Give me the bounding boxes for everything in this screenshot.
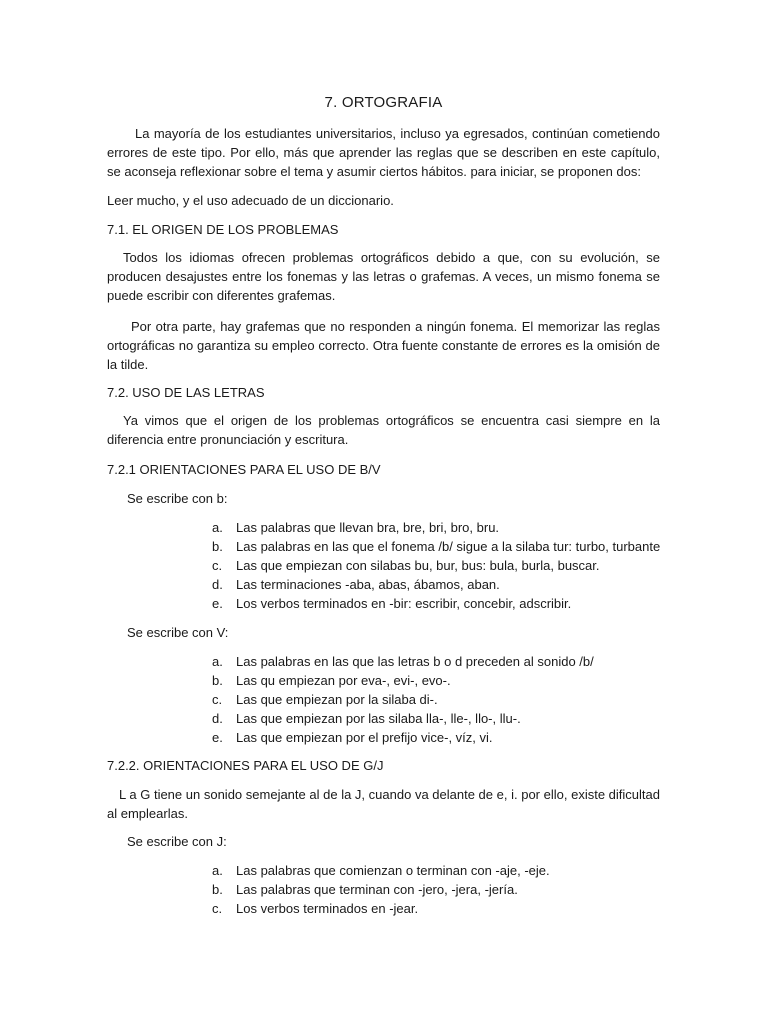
v-rules-label: Se escribe con V: — [127, 625, 229, 640]
b-rules-list — [212, 518, 660, 613]
list-item — [212, 652, 594, 671]
j-rules-label: Se escribe con J: — [127, 834, 227, 849]
section-7-1-paragraph-1: Todos los idiomas ofrecen problemas ortográficos debido a que, con su evolución, se producen desajustes entre los fonemas y las letras o grafemas. A veces, un mismo fonema se puede escribir con diferentes grafemas. — [107, 250, 660, 303]
list-item — [212, 556, 660, 575]
list-marker: c. — [212, 558, 223, 573]
list-item-text: Las que empiezan por la silaba di-. — [236, 692, 438, 707]
list-item-text: Las palabras que llevan bra, bre, bri, bro, bru. — [236, 520, 500, 535]
section-heading-7-2: 7.2. USO DE LAS LETRAS — [107, 385, 265, 400]
list-item-text: Las que empiezan por las silaba lla-, lle-, llo-, llu-. — [236, 711, 521, 726]
list-item-text: Los verbos terminados en -jear. — [236, 901, 419, 916]
list-item-text: Las terminaciones -aba, abas, ábamos, aban. — [236, 577, 500, 592]
list-marker: a. — [212, 520, 223, 535]
list-marker: a. — [212, 863, 223, 878]
list-item-text: Las que empiezan por el prefijo vice-, víz, vi. — [236, 730, 493, 745]
list-item — [212, 594, 660, 613]
list-item-text: Las que empiezan con silabas bu, bur, bus: bula, burla, buscar. — [236, 558, 600, 573]
list-marker: a. — [212, 654, 223, 669]
list-marker: d. — [212, 577, 223, 592]
list-item — [212, 671, 594, 690]
list-item-text: Las palabras en las que el fonema /b/ sigue a la silaba tur: turbo, turbante — [236, 539, 661, 554]
section-heading-7-2-2: 7.2.2. ORIENTACIONES PARA EL USO DE G/J — [107, 758, 384, 773]
list-item-text: Las qu empiezan por eva-, evi-, evo-. — [236, 673, 451, 688]
list-marker: d. — [212, 711, 223, 726]
section-7-2-2-paragraph: L a G tiene un sonido semejante al de la J, cuando va delante de e, i. por ello, existe dificultad al emplearlas. — [107, 787, 660, 821]
list-marker: b. — [212, 882, 223, 897]
list-item-text: Las palabras que comienzan o terminan con -aje, -eje. — [236, 863, 550, 878]
v-rules-list — [212, 652, 594, 747]
list-marker: b. — [212, 673, 223, 688]
list-item — [212, 861, 550, 880]
list-marker: c. — [212, 692, 223, 707]
b-rules-label: Se escribe con b: — [127, 491, 228, 506]
list-item — [212, 709, 594, 728]
intro-recommendation: Leer mucho, y el uso adecuado de un diccionario. — [107, 193, 394, 208]
section-7-2-paragraph: Ya vimos que el origen de los problemas ortográficos se encuentra casi siempre en la diferencia entre pronunciación y escritura. — [107, 413, 660, 447]
section-heading-7-1: 7.1. EL ORIGEN DE LOS PROBLEMAS — [107, 222, 339, 237]
list-item — [212, 690, 594, 709]
list-item-text: Las palabras en las que las letras b o d preceden al sonido /b/ — [236, 654, 594, 669]
list-item — [212, 537, 660, 556]
list-marker: b. — [212, 539, 223, 554]
page-title: 7. ORTOGRAFIA — [324, 94, 443, 111]
list-item — [212, 880, 550, 899]
list-marker: e. — [212, 596, 223, 611]
list-marker: c. — [212, 901, 223, 916]
list-item-text: Los verbos terminados en -bir: escribir, concebir, adscribir. — [236, 596, 572, 611]
list-item — [212, 575, 660, 594]
list-item — [212, 899, 550, 918]
section-7-1-paragraph-2: Por otra parte, hay grafemas que no responden a ningún fonema. El memorizar las reglas ortográficas no garantiza su empleo correcto. Otra fuente constante de errores es la omisión de la tilde. — [107, 319, 660, 372]
section-heading-7-2-1: 7.2.1 ORIENTACIONES PARA EL USO DE B/V — [107, 462, 381, 477]
list-item — [212, 728, 594, 747]
list-marker: e. — [212, 730, 223, 745]
j-rules-list — [212, 861, 550, 918]
intro-paragraph: La mayoría de los estudiantes universitarios, incluso ya egresados, continúan cometiendo errores de este tipo. Por ello, más que aprender las reglas que se describen en este capítulo, se aconseja reflexionar sobre el tema y asumir ciertos hábitos. para iniciar, se proponen dos: — [107, 126, 660, 179]
list-item — [212, 518, 660, 537]
list-item-text: Las palabras que terminan con -jero, -jera, -jería. — [236, 882, 518, 897]
